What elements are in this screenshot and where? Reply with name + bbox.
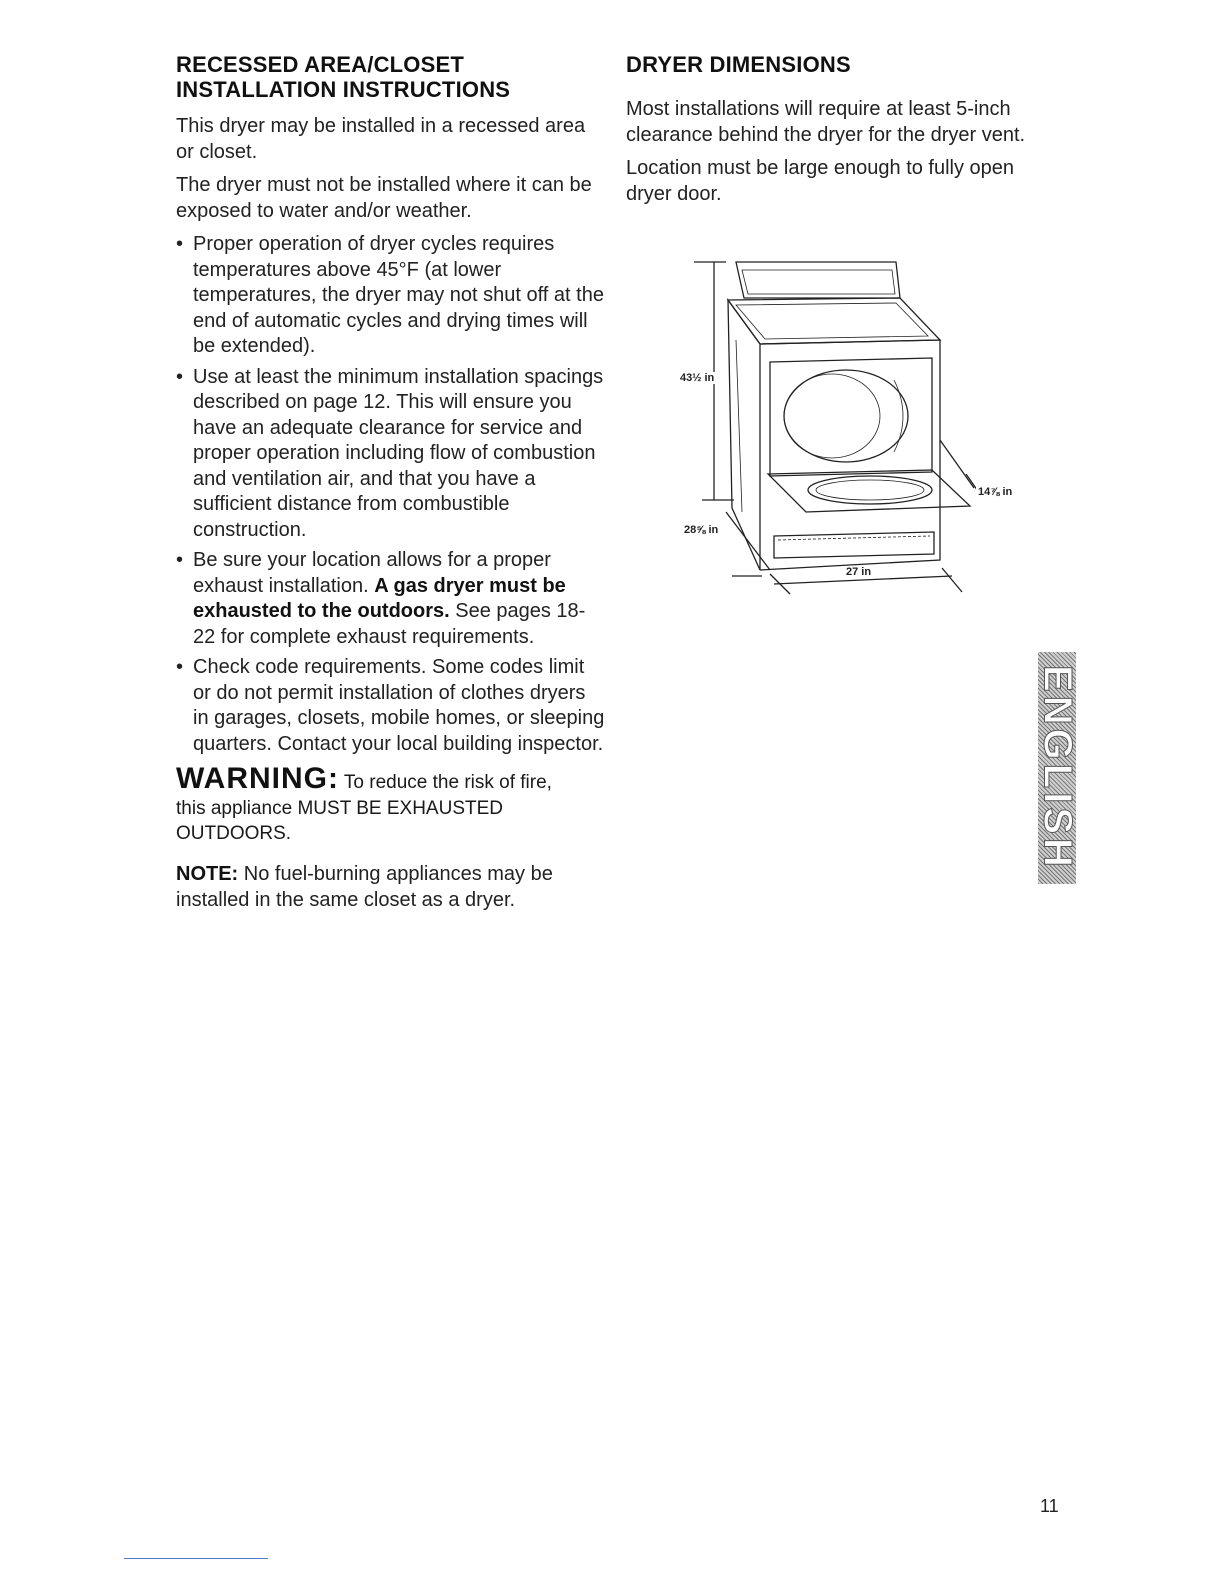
bullet-icon: •	[176, 233, 184, 255]
list-item-text: Use at least the minimum installation spacings described on page 12. This will ensure you have an adequate clearance for service and proper operation including flow of combustion and ventilation air, and that you have a sufficient distance from combustible construction.	[193, 365, 604, 541]
note-label: NOTE:	[176, 863, 239, 885]
page-number: 11	[1040, 1496, 1059, 1516]
list-item-text: Check code requirements. Some codes limit or do not permit installation of clothes dryers in garages, closets, mobile homes, or sleeping quarters. Contact your local building inspector.	[193, 656, 605, 755]
language-tab	[1035, 652, 1080, 884]
heading-line-1: RECESSED AREA/CLOSET	[176, 52, 465, 77]
list-item	[176, 365, 606, 544]
right-column	[626, 52, 1046, 215]
bullet-icon: •	[176, 549, 184, 571]
height-dimension-label: 43½ in	[680, 372, 715, 384]
list-item-text: Be sure your location allows for a proper exhaust installation.	[193, 549, 551, 597]
bullet-icon: •	[176, 365, 184, 388]
dryer-dimensions-heading: DRYER DIMENSIONS	[626, 52, 851, 77]
weather-paragraph: The dryer must not be installed where it can be exposed to water and/or weather.	[176, 174, 592, 222]
language-tab-label: ENGLISH	[1035, 665, 1080, 871]
depth-dimension-label: 28⅝ in	[684, 524, 719, 536]
heading-line-2: INSTALLATION INSTRUCTIONS	[176, 77, 511, 102]
intro-paragraph: This dryer may be installed in a recessed area or closet.	[176, 115, 586, 163]
list-item-text: See pages 18-22 for complete exhaust requirements.	[193, 600, 586, 648]
clearance-paragraph: Most installations will require at least 5-inch clearance behind the dryer for the dryer vent.	[626, 98, 1026, 146]
list-item-text: Proper operation of dryer cycles requires temperatures above 45°F (at lower temperatures, the dryer may not shut off at the end of automatic cycles and drying times will be extended).	[193, 233, 604, 357]
bullet-icon: •	[176, 656, 184, 678]
note-block	[176, 862, 606, 913]
warning-label: WARNING:	[176, 762, 339, 795]
footer-divider	[124, 1558, 268, 1559]
warning-block	[176, 762, 606, 846]
exhaust-warning-text: A gas dryer must be exhausted to the outdoors.	[193, 574, 566, 622]
recessed-area-heading	[176, 52, 606, 102]
warning-text: this appliance MUST BE EXHAUSTED OUTDOORS.	[176, 798, 503, 844]
door-paragraph: Location must be large enough to fully open dryer door.	[626, 157, 1015, 205]
list-item	[176, 655, 606, 757]
requirements-list	[176, 232, 606, 757]
list-item	[176, 232, 606, 360]
note-text: No fuel-burning appliances may be installed in the same closet as a dryer.	[176, 863, 553, 911]
left-column	[176, 52, 606, 913]
door-depth-dimension-label: 14⅞ in	[978, 486, 1013, 498]
list-item	[176, 548, 606, 650]
dryer-dimensions-diagram	[670, 250, 1050, 600]
warning-lead-text: To reduce the risk of fire,	[338, 772, 552, 793]
dryer-illustration	[670, 250, 1050, 600]
width-dimension-label: 27 in	[846, 566, 872, 578]
